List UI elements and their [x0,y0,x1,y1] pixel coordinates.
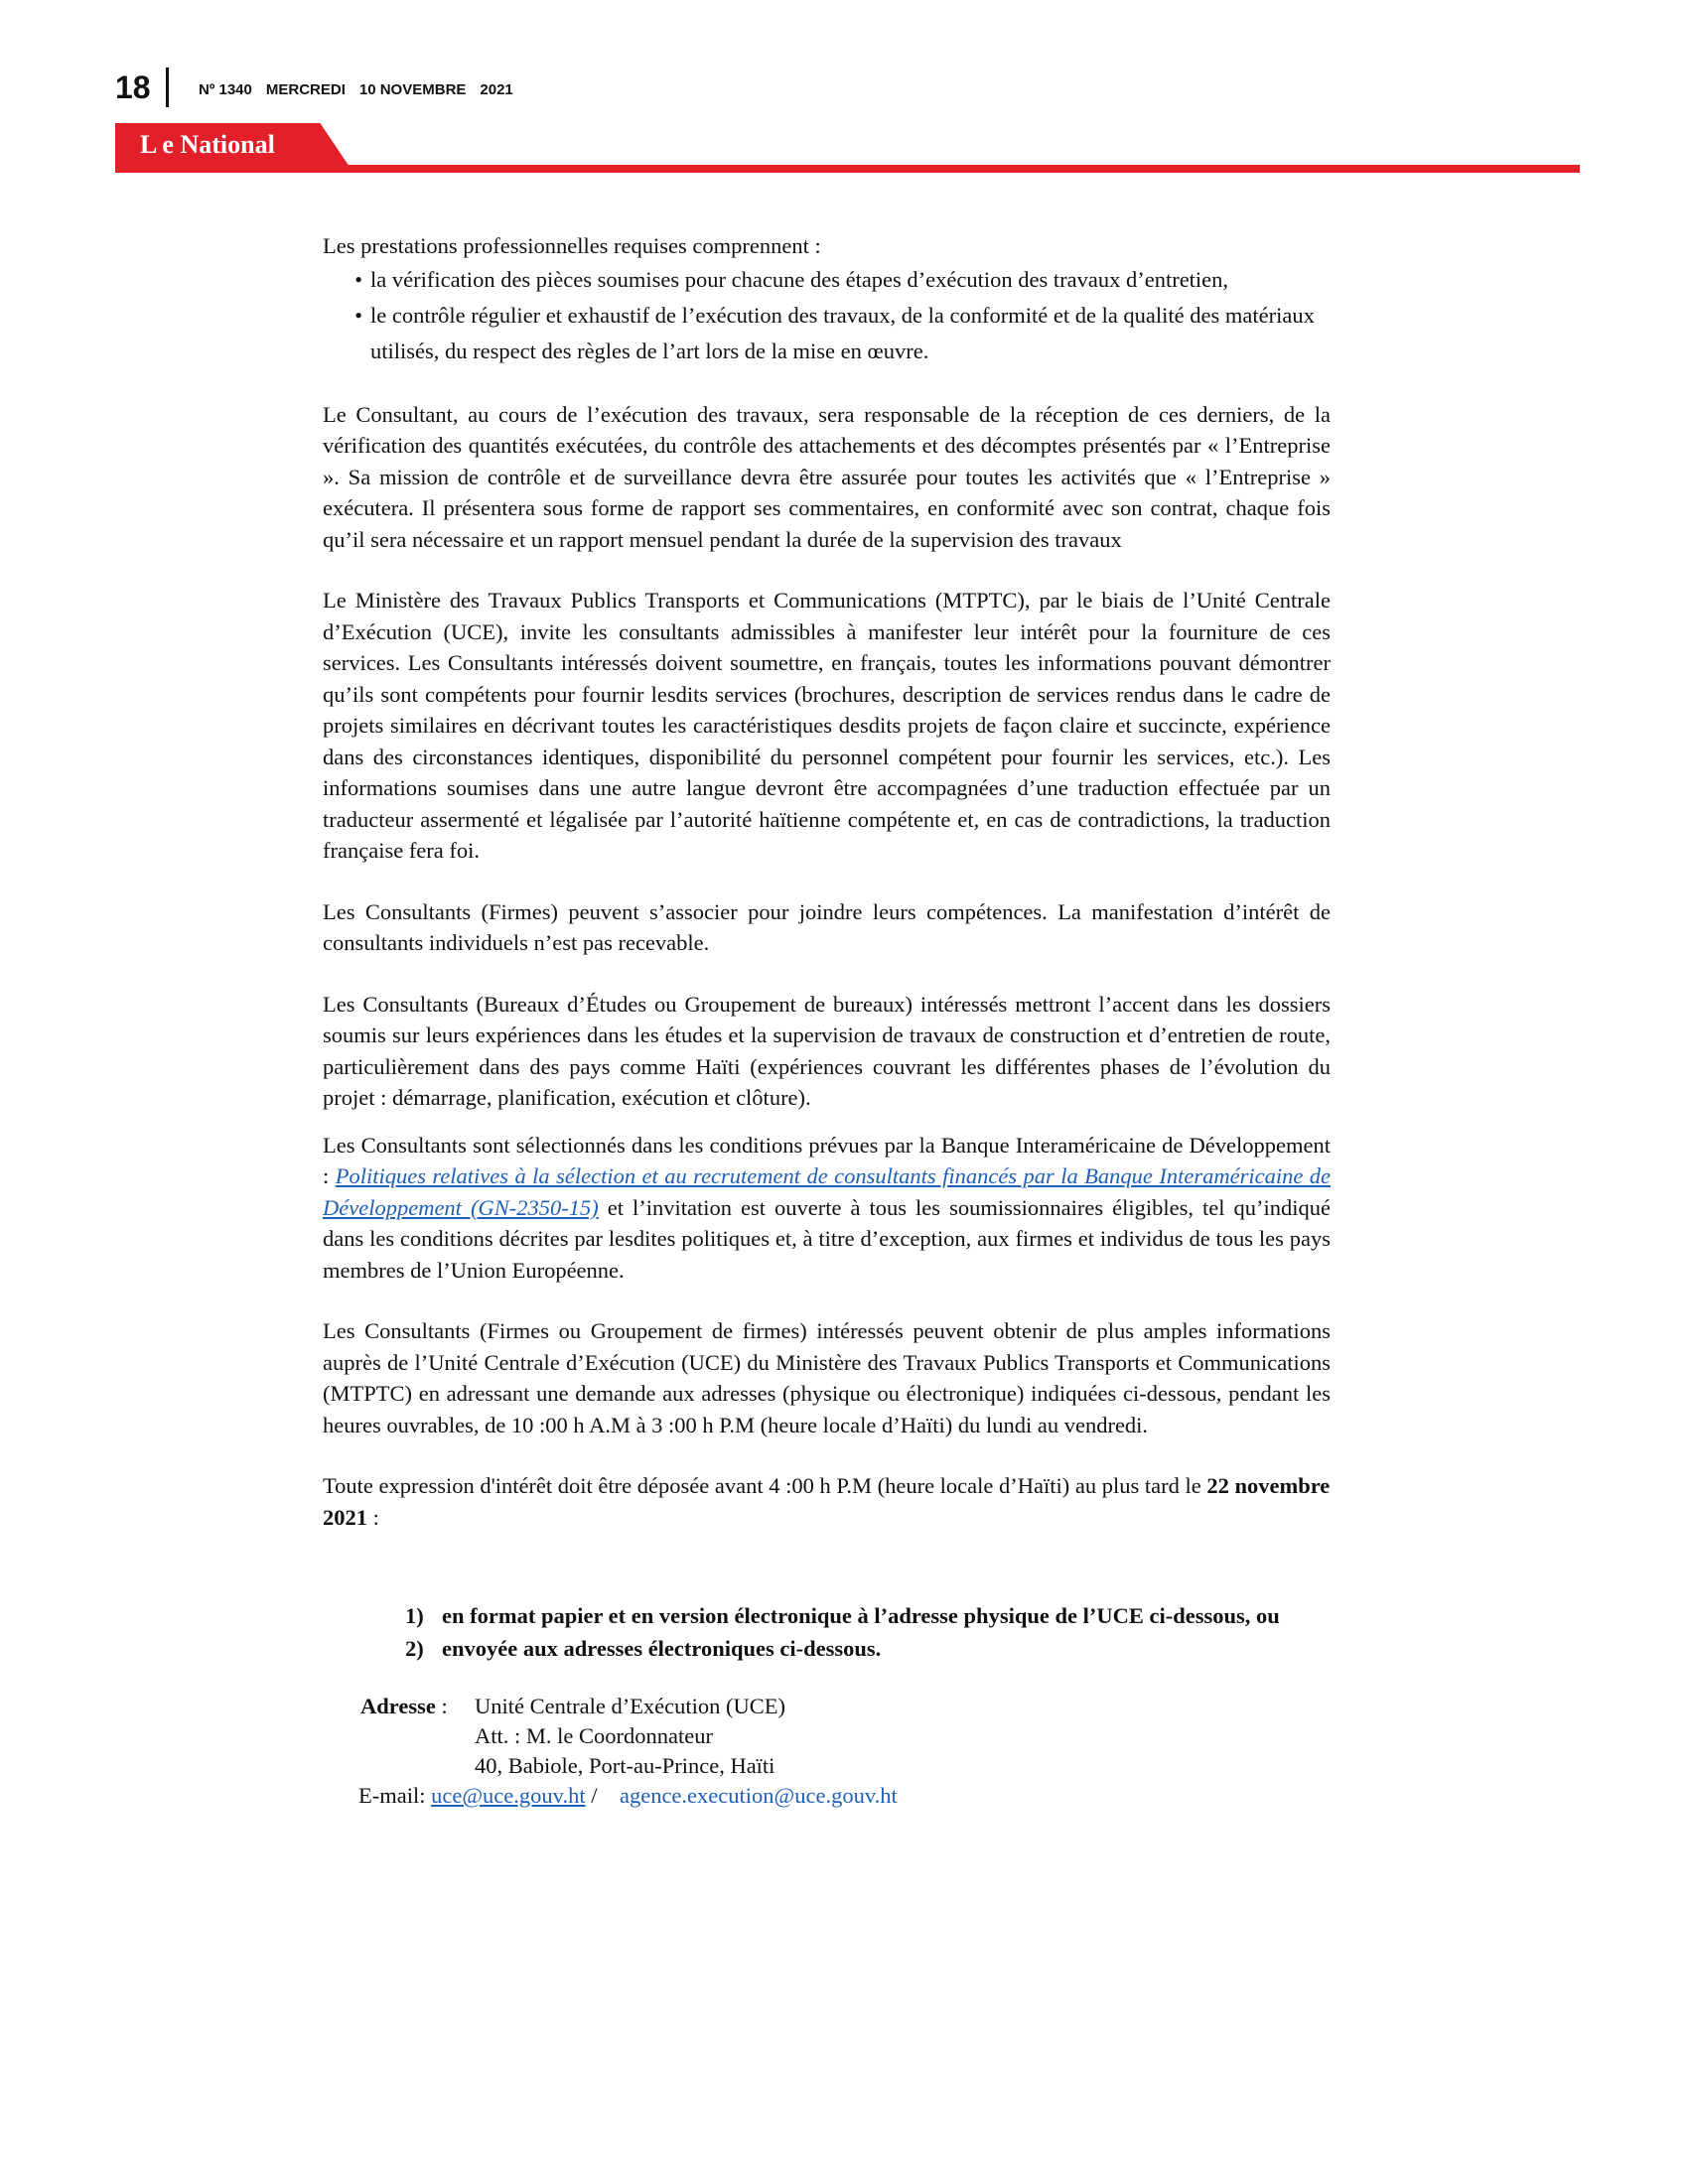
issue-weekday: MERCREDI [265,81,346,98]
paragraph-deadline [323,1470,1331,1533]
selection-text-after: et l’invitation est ouverte à tous les soumissionnaires éligibles, tel qu’indiqué dans les conditions décrites par lesdites politiques et, à titre d’exception, aux firmes et individus de tous les pays membres de l’Union Européenne. [323,1194,1331,1283]
deadline-text-before: Toute expression d'intérêt doit être déposée avant 4 :00 h P.M (heure locale d’Haïti) au plus tard le [323,1473,1207,1498]
address-row [323,1692,1331,1781]
email-label: E-mail: [358,1783,432,1808]
paragraph-firmes: Les Consultants (Firmes) peuvent s’associer pour joindre leurs compétences. La manifestation d’intérêt de consultants individuels n’est pas recevable. [323,898,1331,955]
address-label-text: Adresse [360,1694,436,1718]
brand-logo: L e National [140,130,275,159]
step-number: 2) [405,1636,424,1661]
step-text: en format papier et en version électronique à l’adresse physique de l’UCE ci-dessous, ou [442,1603,1280,1628]
address-label-colon: : [435,1694,448,1718]
submission-steps [323,1600,1331,1664]
deadline-text-after: : [367,1504,379,1530]
list-item: • le contrôle régulier et exhaustif de l’exécution des travaux, de la conformité et de la qualité des matériaux utilisés, du respect des règles de l’art lors de la mise en œuvre. [323,298,1331,369]
issue-year: 2021 [480,81,513,98]
paragraph-informations: Les Consultants (Firmes ou Groupement de firmes) intéressés peuvent obtenir de plus amples informations auprès de l’Unité Centrale d’Exécution (UCE) du Ministère des Travaux Publics Transports et Communications (MTPTC) en adressant une demande aux adresses (physique ou électronique) indiquées ci-dessous, pendant les heures ouvrables, de 10 :00 h A.M à 3 :00 h P.M (heure locale d’Haïti) du lundi au vendredi. [323,1318,1331,1437]
address-line: Att. : M. le Coordonnateur [475,1723,713,1748]
address-label [323,1692,475,1781]
article-body [323,230,1331,1811]
step-text: envoyée aux adresses électroniques ci-dessous. [442,1636,882,1661]
list-item [323,1600,1331,1631]
services-list [323,262,1331,369]
paragraph-selection [323,1130,1331,1287]
step-number: 1) [405,1603,424,1628]
paragraph-ministere: Le Ministère des Travaux Publics Transports et Communications (MTPTC), par le biais de l’Unité Centrale d’Exécution (UCE), invite les consultants admissibles à manifester leur intérêt pour la fourniture de ces services. Les Consultants intéressés doivent soumettre, en français, toutes les informations pouvant démontrer qu’ils sont compétents pour fournir lesdits services (brochures, description de services rendus dans le cadre de projets similaires en décrivant toutes les caractéristiques desdits projets de façon claire et succincte, expérience dans des circonstances identiques, disponibilité du personnel compétent pour fournir les services, etc.). Les informations soumises dans une autre langue devront être accompagnées d’une traduction effectuée par un traducteur assermenté et légalisée par l’autorité haïtienne compétente et, en cas de contradictions, la traduction française fera foi. [323,588,1331,863]
address-block [323,1692,1331,1811]
issue-date: 10 NOVEMBRE [358,81,467,98]
selection-text-before: Les Consultants sont sélectionnés dans les conditions prévues par la Banque Interaméricaine de Développement : [323,1132,1331,1188]
page-number: 18 [115,69,151,105]
list-item: • la vérification des pièces soumises pour chacune des étapes d’exécution des travaux d’entretien, [323,262,1331,298]
deadline-date: 22 novembre 2021 [323,1473,1331,1530]
address-line: Unité Centrale d’Exécution (UCE) [475,1694,786,1718]
bid-policy-link[interactable]: Politiques relatives à la sélection et au recrutement de consultants financés par la Banque Interaméricaine de Développement (GN-2350-15) [323,1163,1331,1220]
issue-line [199,79,513,101]
intro-text: Les prestations professionnelles requises comprennent : [323,233,821,258]
issue-number: Nº 1340 [199,81,252,98]
paragraph-consultant: Le Consultant, au cours de l’exécution des travaux, sera responsable de la réception de ces derniers, de la vérification des quantités exécutées, du contrôle des attachements et des décomptes présentés par « l’Entreprise ». Sa mission de contrôle et de surveillance devra être assurée pour toutes les activités que « l’Entreprise » exécutera. Il présentera sous forme de rapport ses commentaires, en conformité avec son contrat, chaque fois qu’il sera nécessaire et un rapport mensuel pendant la durée de la supervision des travaux [323,401,1331,552]
email-link-uce[interactable]: uce@uce.gouv.ht [431,1783,586,1808]
email-link-agence[interactable]: agence.execution@uce.gouv.ht [619,1783,898,1808]
email-separator: / [585,1783,620,1808]
address-line: 40, Babiole, Port-au-Prince, Haïti [475,1753,775,1778]
list-item [323,1633,1331,1664]
email-row [358,1781,1331,1811]
header-divider [166,68,169,107]
paragraph-bureaux: Les Consultants (Bureaux d’Études ou Groupement de bureaux) intéressés mettront l’accent dans les dossiers soumis sur leurs expériences dans les études et la supervision de travaux de construction et d’entretien de route, particulièrement dans des pays comme Haïti (expériences couvrant les différentes phases de l’évolution du projet : démarrage, planification, exécution et clôture). [323,991,1331,1110]
address-lines [475,1692,785,1781]
